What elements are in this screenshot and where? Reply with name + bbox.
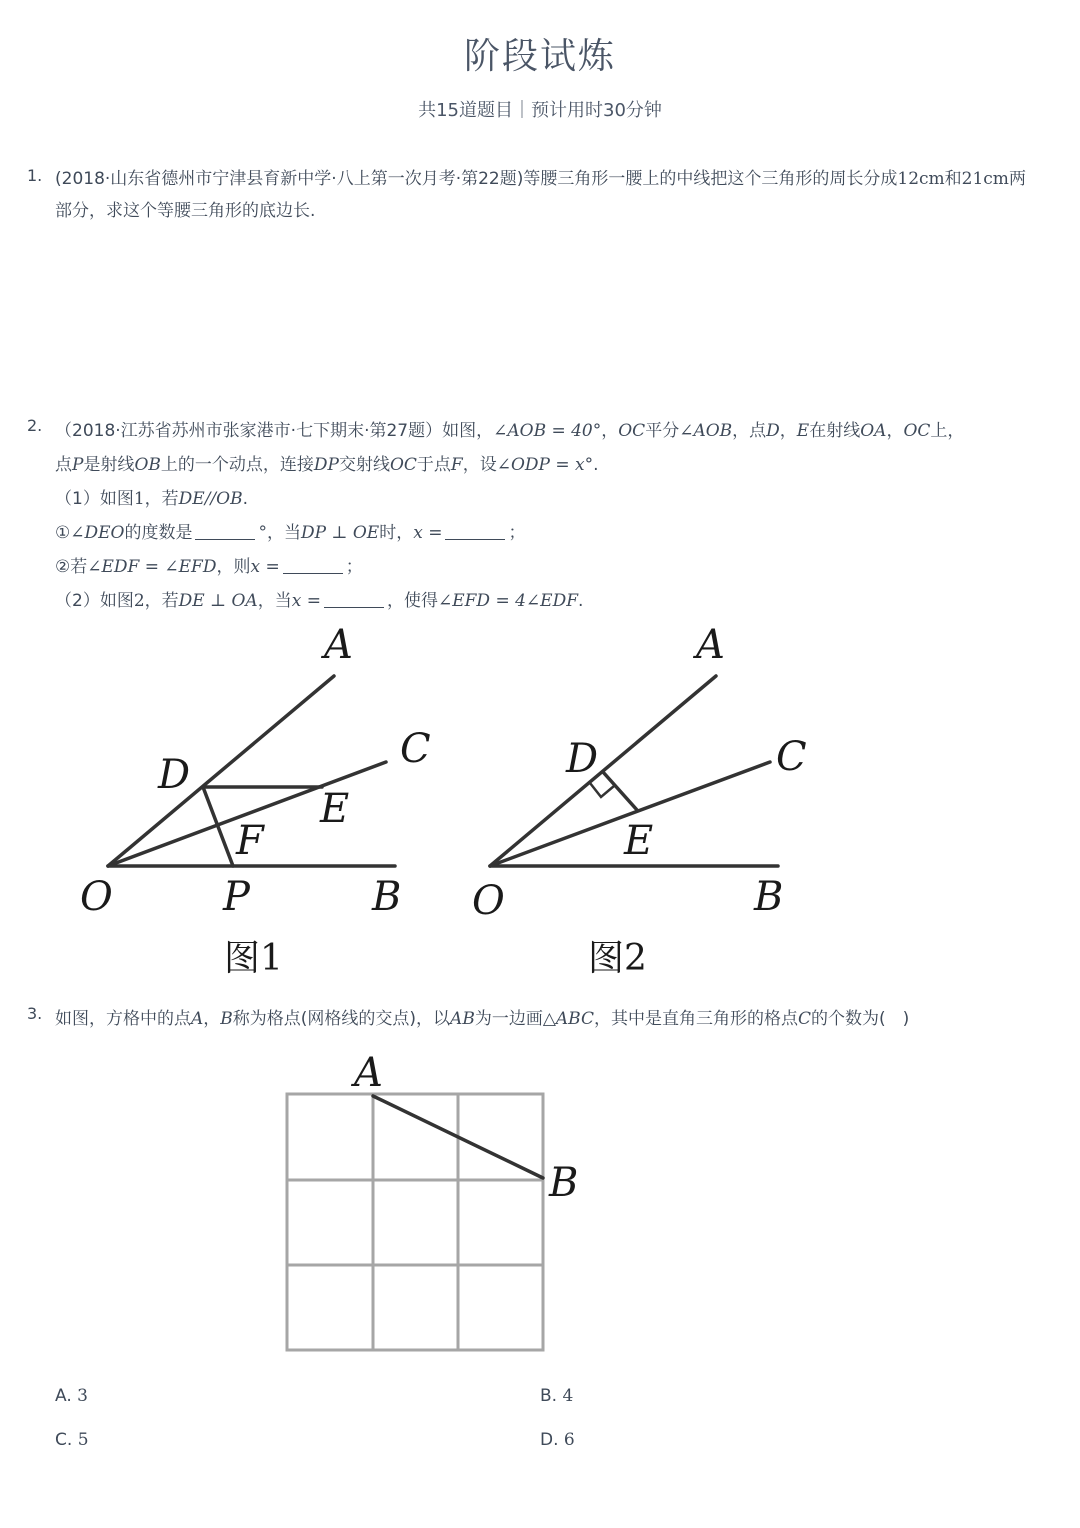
q2-math: 1 [133, 489, 145, 509]
question-1-number: 1. [27, 166, 43, 185]
fig1-caption: 图1 [224, 938, 283, 979]
q1-two: 两 [1008, 169, 1026, 189]
q2-text: 时， [379, 523, 414, 543]
q2-math: x = [291, 591, 321, 611]
q1-and: 和 [944, 169, 962, 189]
question-3-number: 3. [27, 1004, 43, 1023]
q2-math: ∠ODP = x° [496, 455, 594, 475]
q1-value-1: 12cm [897, 169, 945, 189]
page-subtitle: 共15道题目｜预计用时30分钟 [418, 100, 662, 121]
page-title: 阶段试炼 [463, 36, 616, 77]
option-d[interactable] [540, 1430, 575, 1450]
grid-label-b: B [549, 1160, 579, 1206]
fig1-label-f: F [236, 818, 264, 864]
fig1-label-o: O [80, 874, 113, 920]
q2-text: ，点 [732, 421, 767, 441]
q1-text: (2018·山东省德州市宁津县育新中学·八上第一次月考·第22题)等腰三角形一腰上的中线把这个三角形的周长分成 [55, 169, 898, 189]
q2-math: ∠EFD = 4∠EDF [437, 591, 578, 611]
q2-text: ，当 [257, 591, 292, 611]
q2-text: （1）如图 [55, 489, 134, 509]
question-3-line-1 [55, 1004, 909, 1029]
option-b[interactable] [540, 1386, 573, 1406]
q2-text: 交射线 [338, 455, 390, 475]
q2-math: D [766, 421, 780, 441]
q3-text: ， [203, 1009, 221, 1029]
q2-math: OC [618, 421, 646, 441]
option-d-value: 6 [563, 1430, 575, 1450]
q3-math: A [191, 1009, 204, 1029]
grid-label-a: A [354, 1050, 383, 1096]
fig1-label-b: B [372, 874, 402, 920]
q3-text: 为一边画 [474, 1009, 543, 1029]
q2-text: ，若 [144, 591, 179, 611]
fig2-label-b: B [754, 874, 784, 920]
q2-text: . [593, 455, 599, 475]
q2-math: OA [860, 421, 887, 441]
q2-text: . [578, 591, 584, 611]
fig2-label-e: E [624, 818, 654, 864]
q2-math: x = [250, 557, 280, 577]
q2-math: ∠AOB = 40° [493, 421, 602, 441]
option-c-letter: C. [55, 1430, 73, 1450]
question-2-number: 2. [27, 416, 43, 435]
q2-math: P [72, 455, 84, 475]
q2-text: ，使得 [386, 591, 438, 611]
q2-math: DP [313, 455, 339, 475]
q2-math: ∠AOB [679, 421, 733, 441]
q2-text: ① [55, 523, 71, 543]
q2-text: ，若 [144, 489, 179, 509]
fig1-label-e: E [320, 786, 350, 832]
q2-text: 的度数是 [124, 523, 193, 543]
q2-text: . [242, 489, 248, 509]
q2-text: ； [508, 523, 526, 543]
q1-value-2: 21cm [961, 169, 1009, 189]
fig1-label-c: C [400, 726, 431, 772]
q2-text: °，当 [258, 523, 301, 543]
fig1-label-a: A [324, 622, 353, 668]
option-a-letter: A. [55, 1386, 72, 1406]
option-a-value: 3 [77, 1386, 88, 1406]
q2-math: x = [413, 523, 443, 543]
q2-text: ②若 [55, 557, 88, 577]
q2-text: ， [779, 421, 797, 441]
q3-math: B [220, 1009, 233, 1029]
q2-text: （2018·江苏省苏州市张家港市·七下期末·第27题）如图， [55, 421, 494, 441]
q2-math: E [796, 421, 810, 441]
q2-text: 上， [930, 421, 965, 441]
fig1-label-d: D [158, 752, 191, 798]
question-1-line-2: 部分，求这个等腰三角形的底边长. [55, 201, 316, 221]
q2-math: 2 [133, 591, 145, 611]
fig2-label-a: A [696, 622, 725, 668]
q2-math: F [450, 455, 463, 475]
option-a[interactable] [55, 1386, 88, 1406]
grid-border [287, 1094, 543, 1350]
q2-text: ，则 [216, 557, 251, 577]
q2-text: ，设 [462, 455, 497, 475]
q2-text: ， [601, 421, 619, 441]
option-b-letter: B. [540, 1386, 558, 1406]
q2-math: OB [134, 455, 161, 475]
q2-math: DE ⊥ OA [178, 591, 258, 611]
q3-math: AB [450, 1009, 475, 1029]
fig2-label-o: O [472, 878, 505, 924]
option-d-letter: D. [540, 1430, 559, 1450]
q2-math: OC [389, 455, 417, 475]
q2-math: DE//OB [178, 489, 243, 509]
q2-text: 于点 [416, 455, 451, 475]
fig1-label-p: P [223, 874, 250, 920]
fig2-label-c: C [776, 734, 807, 780]
q2-math: OC [903, 421, 931, 441]
q2-text: 点 [55, 455, 72, 475]
q3-text: 称为格点(网格线的交点)，以 [232, 1009, 451, 1029]
right-angle-mark [590, 783, 614, 797]
q2-text: ； [345, 557, 363, 577]
q3-math: △ABC [542, 1009, 594, 1029]
fig2-caption: 图2 [588, 938, 647, 979]
q3-text: 如图，方格中的点 [55, 1009, 191, 1029]
q2-text: 是射线 [83, 455, 135, 475]
q2-text: （2）如图 [55, 591, 134, 611]
q2-math: ∠DEO [70, 523, 125, 543]
q2-text: 上的一个动点，连接 [160, 455, 314, 475]
q3-math: C [798, 1009, 812, 1029]
fig2-label-d: D [566, 736, 599, 782]
option-c[interactable] [55, 1430, 89, 1450]
q3-text: 的个数为( ) [811, 1009, 910, 1029]
q2-text: 在射线 [809, 421, 861, 441]
q2-text: 平分 [645, 421, 680, 441]
option-b-value: 4 [562, 1386, 574, 1406]
segment-dp [203, 787, 233, 866]
option-c-value: 5 [77, 1430, 89, 1450]
q2-text: ， [886, 421, 904, 441]
q3-text: ，其中是直角三角形的格点 [594, 1009, 798, 1029]
q2-math: ∠EDF = ∠EFD [87, 557, 217, 577]
question-3-grid [287, 1094, 543, 1350]
q2-math: DP ⊥ OE [300, 523, 380, 543]
